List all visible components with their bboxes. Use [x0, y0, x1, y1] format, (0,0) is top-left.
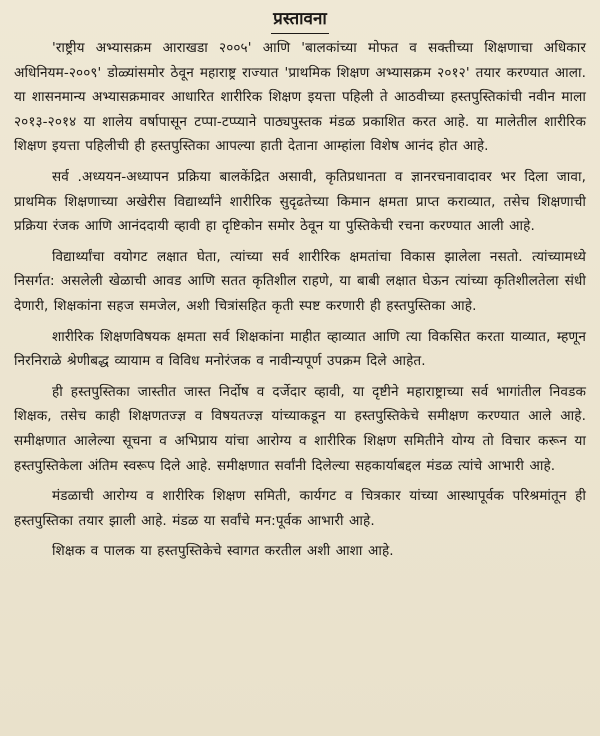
paragraph: ही हस्तपुस्तिका जास्तीत जास्त निर्दोष व दर्जेदार व्हावी, या दृष्टीने महाराष्ट्राच्या सर्व भागांतील निवडक शिक्षक, तसेच काही शिक्षणतज्ज्ञ व विषयतज्ज्ञ यांच्याकडून या हस्तपुस्तिकेचे समीक्षण करण्यात आले आहे. समीक्षणात आलेल्या सूचना व अभिप्राय यांचा आरोग्य व शारीरिक शिक्षण समितीने योग्य तो विचार करून या हस्तपुस्तिकेला अंतिम स्वरूप दिले आहे. समीक्षणात सर्वांनी दिलेल्या सहकार्याबद्दल मंडळ त्यांचे आभारी आहे.: [14, 383, 586, 474]
paragraph: शारीरिक शिक्षणविषयक क्षमता सर्व शिक्षकांना माहीत व्हाव्यात आणि त्या विकसित करता याव्यात, म्हणून निरनिराळे श्रेणीबद्ध व्यायाम व विविध मनोरंजक व नावीन्यपूर्ण उपक्रम दिले आहेत.: [14, 328, 586, 370]
paragraph: मंडळाची आरोग्य व शारीरिक शिक्षण समिती, कार्यगट व चित्रकार यांच्या आस्थापूर्वक परिश्रमांतून ही हस्तपुस्तिका तयार झाली आहे. मंडळ या सर्वांचे मन:पूर्वक आभारी आहे.: [14, 488, 586, 529]
paragraph: विद्यार्थ्यांचा वयोगट लक्षात घेता, त्यांच्या सर्व शारीरिक क्षमतांचा विकास झालेला नसतो. त्यांच्यामध्ये निसर्गत: असलेली खेळाची आवड आणि सतत कृतिशील राहणे, या बाबी लक्षात घेऊन त्यांच्या कृतिशीलतेला संधी देणारी, शिक्षकांना सहज समजेल, अशी चित्रांसहित कृती स्पष्ट करणारी ही हस्तपुस्तिका आहे.: [14, 248, 586, 314]
page-title: प्रस्तावना: [271, 6, 329, 34]
paragraph: 'राष्ट्रीय अभ्यासक्रम आराखडा २००५' आणि 'बालकांच्या मोफत व सक्तीच्या शिक्षणाचा अधिकार अधिनियम-२००९' डोळ्यांसमोर ठेवून महाराष्ट्र राज्यात 'प्राथमिक शिक्षण अभ्यासक्रम २०१२' तयार करण्यात आला. या शासनमान्य अभ्यासक्रमावर आधारित शारीरिक शिक्षण इयत्ता पहिली ते आठवीच्या हस्तपुस्तिकांची नवीन माला २०१३-२०१४ या शालेय वर्षापासून टप्पा-टप्प्याने पाठ्यपुस्तक मंडळ प्रकाशित करत आहे. या मालेतील शारीरिक शिक्षण इयत्ता पहिलीची ही हस्तपुस्तिका आपल्या हाती देताना आम्हांला विशेष आनंद होत आहे.: [14, 40, 586, 155]
title-container: [14, 6, 586, 36]
paragraph: शिक्षक व पालक या हस्तपुस्तिकेचे स्वागत करतील अशी आशा आहे.: [52, 543, 394, 560]
paragraph: सर्व .अध्ययन-अध्यापन प्रक्रिया बालकेंद्रित असावी, कृतिप्रधानता व ज्ञानरचनावादावर भर दिला जावा, प्राथमिक शिक्षणाच्या अखेरीस विद्यार्थ्यांने शारीरिक सुदृढतेच्या किमान क्षमता प्राप्त कराव्यात, तसेच शिक्षणाची प्रक्रिया रंजक आणि आनंददायी व्हावी हा दृष्टिकोन समोर ठेवून या पुस्तिकेची रचना करण्यात आली आहे.: [14, 168, 586, 235]
